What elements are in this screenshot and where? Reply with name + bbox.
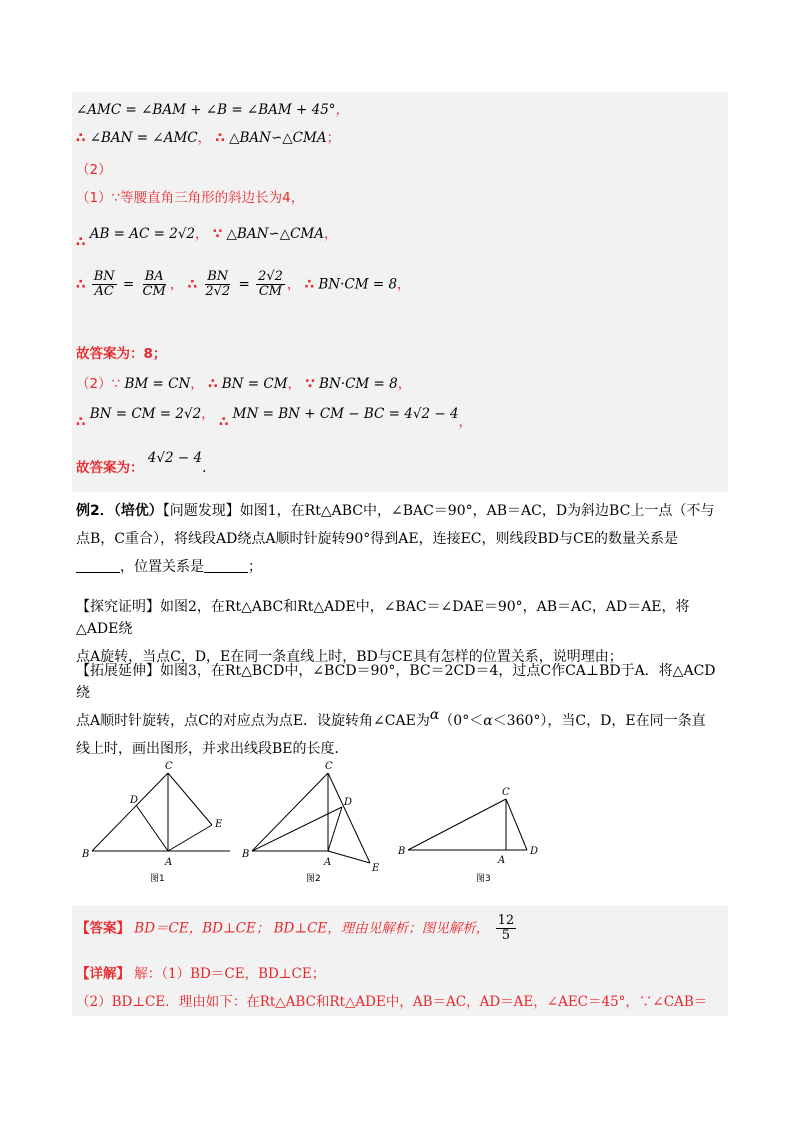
denominator: CM — [142, 284, 166, 300]
punct: ； — [248, 559, 262, 575]
example-paragraph-3 — [76, 660, 726, 760]
fig3-caption: 图3 — [476, 874, 491, 884]
figure-3 — [408, 799, 527, 850]
fig2-line-ad — [328, 807, 342, 851]
answer-label: 故答案为： — [76, 460, 144, 476]
answer-text: BD＝CE，BD⊥CE； BD⊥CE，理由见解析；图见解析， — [134, 920, 490, 937]
numerator: BA — [144, 269, 164, 284]
solution-line-4 — [76, 186, 304, 206]
fig2-label-e: E — [372, 863, 380, 874]
numerator: 12 — [497, 913, 515, 928]
hypotenuse-statement: （1）∵等腰直角三角形的斜边长为4， — [76, 190, 305, 206]
similar-triangles: △BAN∽△CMA — [229, 130, 327, 146]
punct: ， — [397, 276, 411, 293]
fig3-line-bc — [408, 799, 506, 850]
fig1-line-bc — [92, 773, 168, 851]
fraction-bn-ac — [92, 270, 117, 300]
fraction-bn-2root2 — [203, 270, 232, 300]
denominator: 2√2 — [205, 284, 231, 300]
problem-text: 【探究证明】如图2，在Rt△ABC和Rt△ADE中，∠BAC＝∠DAE＝90°，AB＝AC，AD＝AE，将△ADE绕 — [76, 599, 690, 637]
denominator: 5 — [501, 928, 510, 944]
punct: ， — [169, 276, 184, 293]
numerator: 2√2 — [258, 269, 283, 284]
solution-line-9 — [76, 402, 473, 430]
example-title: 例2．（培优） — [76, 503, 163, 519]
fig2-line-ce — [328, 773, 370, 863]
answer-label: 【答案】 — [76, 920, 130, 937]
answer-row — [76, 914, 518, 944]
fig3-label-d: D — [530, 846, 539, 857]
equals-sign: = — [122, 276, 135, 293]
fig3-label-a: A — [498, 855, 506, 866]
numerator: BN — [93, 269, 115, 284]
part-label: （2）∵ — [76, 376, 121, 392]
solution-line-5 — [76, 222, 338, 250]
problem-text: （0°＜ — [439, 713, 484, 729]
example-paragraph-1 — [76, 500, 726, 578]
detail-row-2 — [76, 990, 707, 1010]
problem-text: 点A旋转，当点C，D，E在同一条直线上时，BD与CE具有怎样的位置关系，说明理由； — [76, 649, 623, 665]
therefore-symbol: ∴ — [304, 276, 315, 293]
fig2-label-c: C — [325, 761, 333, 772]
fig1-label-c: C — [165, 761, 173, 772]
punct: ， — [190, 376, 204, 392]
solution-line-2 — [76, 126, 340, 146]
problem-text: 点B，C重合），将线段AD绕点A顺时针旋转90°得到AE，连接EC，则线段BD与CE的数量关系是 — [76, 531, 678, 547]
fig3-line-cd — [506, 799, 527, 850]
denominator: CM — [258, 284, 283, 300]
fig1-line-ae — [168, 825, 212, 851]
therefore-symbol: ∴ — [218, 414, 229, 430]
fig2-label-b: B — [242, 849, 250, 860]
answer-line-2 — [76, 450, 207, 476]
problem-text: 【拓展延伸】如图3，在Rt△BCD中，∠BCD＝90°，BC＝2CD＝4，过点C作CA⊥BD于A．将△ACD绕 — [76, 663, 716, 701]
equation-bn-cm: BN = CM — [221, 376, 288, 392]
detail-text: 解：（1）BD＝CE，BD⊥CE； — [134, 966, 326, 982]
figure-2 — [252, 773, 370, 863]
answer-value: 4√2 − 4 — [147, 450, 203, 466]
equation-amc: ∠AMC = ∠BAM + ∠B = ∠BAM + 45° — [76, 102, 336, 118]
therefore-symbol: ∴ — [76, 276, 86, 293]
detail-label: 【详解】 — [76, 966, 130, 982]
problem-text: 线上时，画出图形，并求出线段BE的长度． — [76, 741, 349, 757]
fig3-label-b: B — [398, 846, 406, 857]
detail-row — [76, 962, 325, 982]
solution-line-1 — [76, 98, 349, 118]
punct: . — [202, 460, 207, 476]
figures-panel — [0, 755, 800, 895]
fraction-12-5 — [496, 914, 517, 944]
detail-text: （2）BD⊥CE．理由如下：在Rt△ABC和Rt△ADE中，AB＝AC，AD＝AE，∠AEC＝45°，∵∠CAB＝ — [76, 994, 708, 1010]
punct: ； — [326, 130, 341, 146]
punct: ， — [397, 376, 412, 392]
equals-sign: = — [238, 276, 250, 293]
answer-text: 故答案为：8； — [76, 346, 167, 362]
equation-bm-cn: BM = CN — [124, 376, 191, 392]
punct: ， — [286, 276, 301, 293]
fig2-line-ae — [328, 851, 370, 863]
answer-line-1 — [76, 342, 166, 362]
example-paragraph-2 — [76, 596, 726, 668]
fig1-label-b: B — [82, 849, 90, 860]
fig2-label-d: D — [344, 797, 353, 808]
problem-text: ＜360°），当C，D，E在同一条直 — [492, 713, 706, 729]
therefore-symbol: ∴ — [187, 276, 198, 293]
fig2-line-bc — [252, 773, 328, 851]
solution-line-3 — [76, 158, 112, 178]
alpha-symbol: α — [483, 713, 493, 729]
therefore-symbol: ∴ — [215, 130, 225, 146]
fig1-line-ce — [168, 773, 212, 825]
fig1-label-e: E — [215, 819, 223, 830]
therefore-symbol: ∴ — [76, 130, 86, 146]
blank-1[interactable] — [76, 558, 120, 573]
solution-line-8 — [76, 372, 411, 392]
solution-line-6 — [76, 270, 411, 300]
product-equation: BN·CM = 8 — [318, 276, 398, 293]
therefore-symbol: ∴ — [76, 234, 86, 250]
problem-text: 点A顺时针旋转，点C的对应点为点E．设旋转角∠CAE为 — [76, 713, 430, 729]
punct: ， — [324, 226, 338, 242]
denominator: AC — [94, 284, 114, 300]
because-symbol: ∵ — [212, 226, 223, 242]
punct: ， — [335, 102, 350, 118]
equation-mn: MN = BN + CM − BC = 4√2 − 4 — [232, 406, 459, 422]
problem-text: ，位置关系是 — [120, 559, 204, 575]
fig2-label-a: A — [324, 857, 332, 868]
problem-text: 【问题发现】如图1，在Rt△ABC中，∠BAC＝90°，AB＝AC，D为斜边BC上一点（不与 — [162, 503, 715, 519]
fraction-2root2-cm — [256, 270, 285, 300]
part-label: （2） — [76, 162, 112, 178]
fraction-ba-cm — [141, 270, 168, 300]
therefore-symbol: ∴ — [76, 414, 86, 430]
figure-1 — [92, 773, 230, 851]
punct: ， — [287, 376, 302, 392]
fig1-label-d: D — [130, 795, 139, 806]
equation-ab-ac: AB = AC = 2√2 — [89, 226, 196, 242]
because-symbol: ∵ — [305, 376, 315, 392]
fig1-line-da — [136, 805, 168, 851]
equation-bn-value: BN = CM = 2√2 — [89, 406, 202, 422]
fig1-caption: 图1 — [150, 874, 165, 884]
punct: ， — [197, 130, 212, 146]
punct: ， — [458, 414, 473, 430]
punct: ， — [195, 226, 209, 242]
alpha-symbol: α — [429, 707, 440, 723]
fig2-caption: 图2 — [306, 874, 321, 884]
punct: ， — [201, 406, 215, 422]
numerator: BN — [207, 269, 229, 284]
blank-2[interactable] — [204, 558, 248, 573]
product-equation: BN·CM = 8 — [319, 376, 398, 392]
therefore-symbol: ∴ — [208, 376, 218, 392]
similar-triangles: △BAN∽△CMA — [226, 226, 324, 242]
fig3-label-c: C — [502, 787, 510, 798]
equation-ban: ∠BAN = ∠AMC — [89, 130, 198, 146]
fig1-label-a: A — [165, 857, 173, 868]
